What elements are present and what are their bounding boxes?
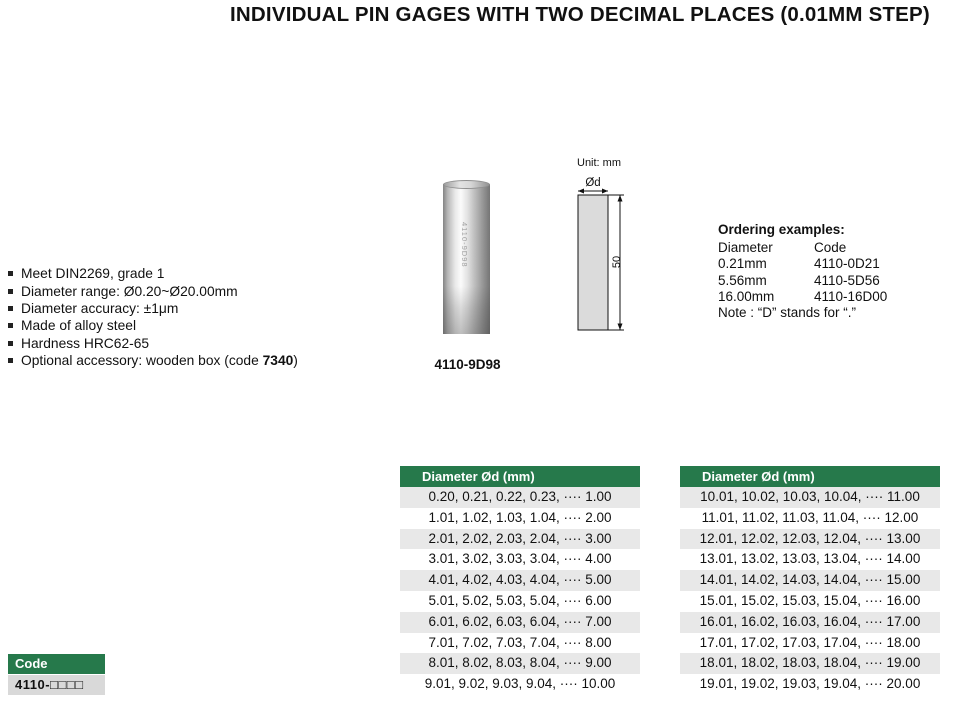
ordering-code: 4110-5D56 [814,272,880,288]
table-row: 17.01, 17.02, 17.03, 17.04, ···· 18.00 [699,634,921,650]
bullet-square-icon [8,341,13,346]
feature-text: Meet DIN2269, grade 1 [21,266,165,282]
ordering-examples-title: Ordering examples: [718,222,845,237]
list-item [8,282,298,299]
diameter-table-2 [680,466,940,695]
table-row: 19.01, 19.02, 19.03, 19.04, ···· 20.00 [699,676,921,692]
table-header: Diameter Ød (mm) [400,466,640,487]
dimension-arrow-right [602,189,608,194]
bullet-square-icon [8,289,13,294]
table-row: 10.01, 10.02, 10.03, 10.04, ···· 11.00 [680,487,940,508]
dimension-arrow-bottom [618,324,623,331]
table-row: 16.01, 16.02, 16.03, 16.04, ···· 17.00 [680,612,940,633]
ordering-columns-row [718,239,887,256]
bullet-square-icon [8,323,13,328]
table-row: 15.01, 15.02, 15.03, 15.04, ···· 16.00 [699,592,921,608]
pin-gage-image [443,180,490,336]
accessory-code: 7340 [262,353,294,369]
ordering-examples [718,222,887,322]
page-title: INDIVIDUAL PIN GAGES WITH TWO DECIMAL PLACES (0.01MM STEP) [230,3,930,26]
technical-drawing [560,150,652,347]
list-item [8,300,298,317]
table-row: 4.01, 4.02, 4.03, 4.04, ···· 5.00 [400,570,640,591]
diameter-table-1 [400,466,640,695]
table-row: 5.01, 5.02, 5.03, 5.04, ···· 6.00 [428,592,612,608]
table-row: 0.20, 0.21, 0.22, 0.23, ···· 1.00 [400,487,640,508]
ordering-col-diameter: Diameter [718,239,773,255]
bullet-square-icon [8,271,13,276]
ordering-col-code: Code [814,239,847,255]
table-row: 12.01, 12.02, 12.03, 12.04, ···· 13.00 [680,529,940,550]
ordering-diameter: 0.21mm [718,256,767,272]
list-item [8,335,298,352]
bullet-square-icon [8,358,13,363]
pin-engraving-text: 4110-9D98 [460,222,469,268]
table-row: 13.01, 13.02, 13.03, 13.04, ···· 14.00 [699,551,921,567]
list-item [8,265,298,282]
ordering-diameter: 5.56mm [718,272,767,288]
table-row: 1.01, 1.02, 1.03, 1.04, ···· 2.00 [428,509,612,525]
table-row: 6.01, 6.02, 6.03, 6.04, ···· 7.00 [400,612,640,633]
code-block-header: Code [8,654,105,674]
ordering-row [718,256,887,273]
ordering-row [718,272,887,289]
ordering-diameter: 16.00mm [718,289,775,305]
table-row: 7.01, 7.02, 7.03, 7.04, ···· 8.00 [428,634,612,650]
table-row: 3.01, 3.02, 3.03, 3.04, ···· 4.00 [428,551,612,567]
table-header: Diameter Ød (mm) [680,466,940,487]
code-block-value: 4110-□□□□ [8,675,105,695]
ordering-row [718,289,887,306]
bullet-square-icon [8,306,13,311]
product-model-label: 4110-9D98 [434,357,501,372]
table-row: 9.01, 9.02, 9.03, 9.04, ···· 10.00 [424,676,616,692]
length-dimension-label: 50 [611,255,623,269]
list-item [8,352,298,369]
diameter-dimension-label: Ød [585,177,601,189]
pin-bottom-shade [443,286,490,334]
ordering-code: 4110-16D00 [814,289,888,305]
feature-text: Diameter accuracy: ±1μm [21,300,179,316]
feature-text: Made of alloy steel [21,318,137,334]
unit-label: Unit: mm [577,157,621,169]
table-row: 2.01, 2.02, 2.03, 2.04, ···· 3.00 [400,529,640,550]
list-item [8,317,298,334]
table-row: 11.01, 11.02, 11.03, 11.04, ···· 12.00 [701,509,919,525]
table-row: 8.01, 8.02, 8.03, 8.04, ···· 9.00 [400,653,640,674]
feature-text: Diameter range: Ø0.20~Ø20.00mm [21,283,238,299]
ordering-note: Note : “D” stands for “.” [718,305,857,320]
dimension-arrow-left [578,189,584,194]
dimension-arrow-top [618,195,623,202]
pin-top-cap [443,180,490,189]
pin-side-view-rect [578,195,608,330]
ordering-code: 4110-0D21 [814,256,880,272]
feature-text: Optional accessory: wooden box (code 7340) [21,353,298,369]
feature-text: Hardness HRC62-65 [21,335,150,351]
table-row: 18.01, 18.02, 18.03, 18.04, ···· 19.00 [680,653,940,674]
table-row: 14.01, 14.02, 14.03, 14.04, ···· 15.00 [680,570,940,591]
feature-list [8,265,298,369]
